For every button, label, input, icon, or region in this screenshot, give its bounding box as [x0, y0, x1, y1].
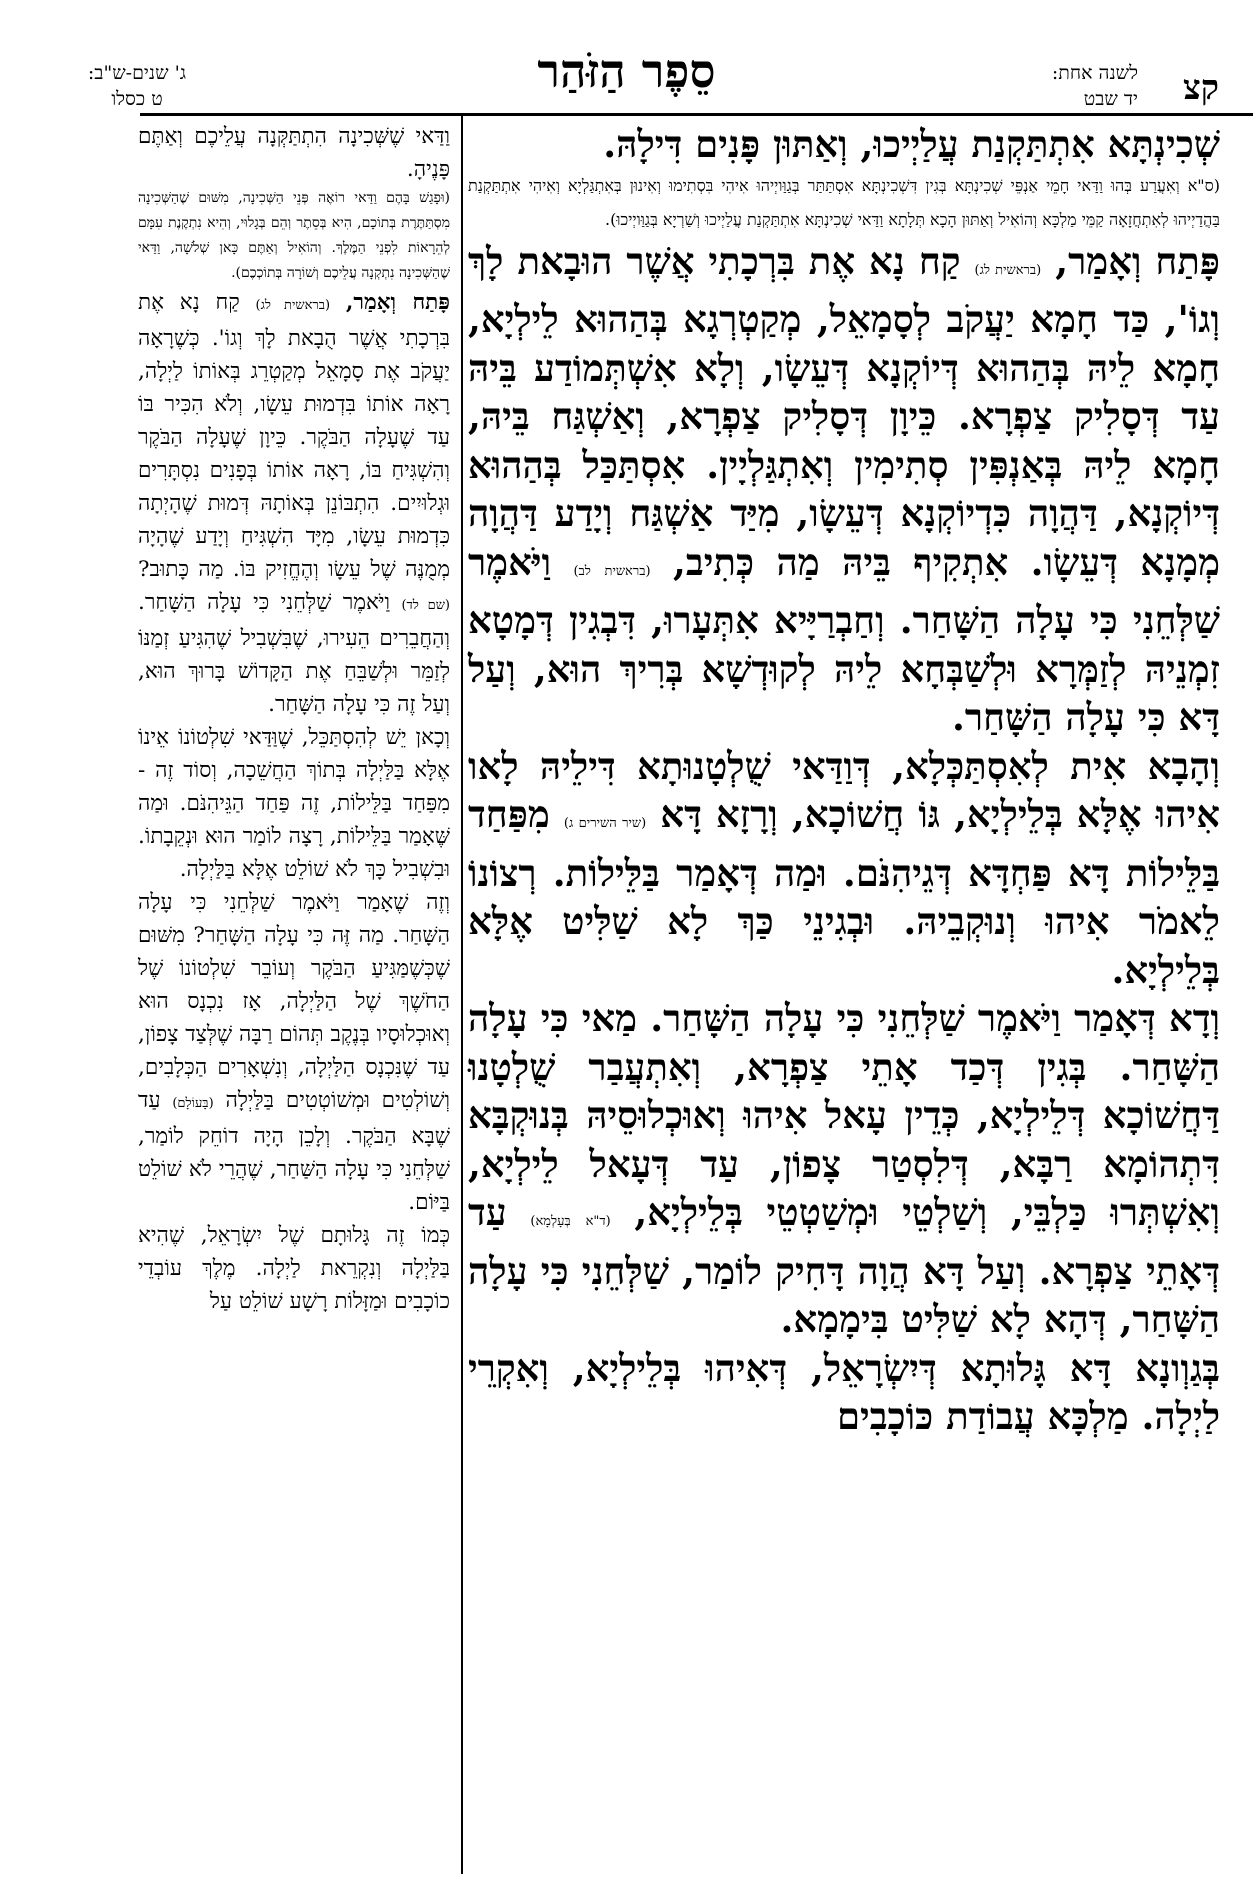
side-variant-ref: (בָּעוֹלָם)	[172, 1096, 214, 1111]
side-paragraph-3: וְכָאן יֵשׁ לְהִסְתַּכֵּל, שֶׁוַּדַּאי שִׁלְטוֹנוֹ אֵינוֹ אֶלָּא בַּלַּיְלָה בְּתוֹךְ הַחֲשֵׁכָה, וְסוֹד זֶה - מִפַּחַד בַּלֵּילוֹת, זֶה פַּחַד הַגֵּיהִנֹּם. וּמַה שֶּׁאָמַר בַּלֵּילוֹת, רָצָה לוֹמַר הוּא וּנְקֵבָתוֹ. וּבִשְׁבִיל כָּךְ לֹא שׁוֹלֵט אֶלָּא בַּלַּיְלָה.	[138, 725, 450, 882]
header-right-bottom: יד שבט	[1083, 88, 1138, 110]
main-text: וְדָא דְּאָמַר וַיֹּאמֶר שַׁלְּחֵנִי כִּי עָלָה הַשָּׁחַר. מַאי כִּי עָלָה הַשָּׁחַר. בְּגִין דְּכַד אָתֵי צַפְרָא, וְאִתְעֲבַר שֻׁלְטָנוּ דַּחֲשׁוֹכָא דְּלֵילְיָא, כְּדֵין עָאל אִיהוּ וְאוּכְלוּסֵיהּ בְּנוּקְבָּא דִּתְהוֹמָא רַבָּא, דְּלִסְטַר צָפוֹן, עַד דְּעָאל לֵילְיָא, וְאִשְׁתְּרוּ כַּלְבֵּי, וְשַׁלְטֵי וּמְשַׁטְטֵי בְּלֵילְיָא,	[468, 996, 1220, 1234]
header-left-top: ג' שנים-ש"ב:	[87, 62, 187, 84]
main-text: מִפַּחַד בַּלֵּילוֹת דָּא פַּחְדָּא דְּגֵיהִנֹּם. וּמַה דְּאָמַר בַּלֵּילוֹת. רְצוֹנוֹ לֵאמֹר אִיהוּ וְנוּקְבֵיהּ. וּבְגִינֵי כַּךְ לָא שַׁלִּיט אֶלָּא בְּלֵילְיָא.	[468, 792, 1220, 992]
side-paragraph-4	[138, 886, 450, 1219]
main-source-ref: (שיר השירים ג)	[563, 816, 647, 831]
side-source-ref: (בראשית לג)	[255, 298, 331, 313]
page-number: קצ	[1182, 68, 1219, 108]
side-opening-words: פָּתַח וְאָמַר,	[345, 290, 450, 315]
side-paragraph-5: כְּמוֹ זֶה גָּלוּתָם שֶׁל יִשְׂרָאֵל, שֶׁהִיא בַּלַּיְלָה וְנִקְרֵאת לַיְלָה. מֶלֶךְ עוֹבְדֵי כוֹכָבִים וּמַזָּלוֹת רָשָׁע שׁוֹלֵט עַל	[138, 1223, 450, 1314]
column-divider	[461, 116, 463, 1874]
main-source-ref: (בראשית לג)	[974, 262, 1042, 278]
main-paragraph-2	[468, 237, 1220, 742]
header-left-bottom: ט כסלו	[111, 88, 163, 110]
side-paragraph-1: וַדַּאי שֶׁשְּׁכִינָה הִתְתַּקְּנָה עֲלֵיכֶם וְאַתֶּם פָּנֶיהָ.	[138, 124, 450, 182]
main-variant-note: (ס"א וְאִעֲרַע בְּהוּ וַדַּאי חָמֵי אַנְפֵּי שְׁכִינְתָּא בְּגִין דִּשְׁכִינְתָּא אִסְתַּתַּר בְּגַוַּויְיהוּ אִיהִי בִּסְתִימוּ וְאִינוּן בְּאִתְגַּלְיָא וְאִיהִי אִתְתַּקְנַת בַּהֲדַיְיהוּ לְאִתְחֲזָאָה קַמֵּי מַלְכָּא וְהוֹאִיל וְאַתּוּן הָכָא תְּלָתָא וַדַּאי שְׁכִינְתָּא אִתְתַּקְנַת עֲלַיְיכוּ וְשַׁרְיָא בְּגַוַּויְיכוּ).	[468, 175, 1220, 229]
side-text: עַד שֶׁבָּא הַבֹּקֶר. וְלָכֵן הָיָה דוֹחֵק לוֹמַר, שַׁלְּחֵנִי כִּי עָלָה הַשַּׁחַר, שֶׁהֲרֵי לֹא שׁוֹלֵט בַּיּוֹם.	[138, 1088, 450, 1215]
main-variant-ref: (ד"א בְּעָלְמָא)	[530, 1214, 611, 1229]
main-text: וְהָבָא אִית לְאִסְתַּכְּלָא, דְּוַדַּאי שֻׁלְטָנוּתָא דִּילֵיהּ לָאו אִיהוּ אֶלָּא בְּלֵילְיָא, גּוֹ חֲשׁוֹכָא, וְרָזָא דָּא	[468, 743, 1220, 836]
side-text: קַח נָא אֶת בִּרְכָתִי אֲשֶׁר הֻבָאת לָךְ וְגוֹ'. כְּשֶׁרָאָה יַעֲקֹב אֶת סָמָאֵל מְקַטְרֵג בְּאוֹתוֹ לַיְלָה, רָאָה אוֹתוֹ בִּדְמוּת עֵשָׂו, וְלֹא הִכִּיר בּוֹ עַד שֶׁעָלָה הַבֹּקֶר. כֵּיוָן שֶׁעָלָה הַבֹּקֶר וְהִשְׁגִּיחַ בּוֹ, רָאָה אוֹתוֹ בְּפָנִים נִסְתָּרִים וּגְלוּיִים. הִתְבּוֹנֵן בְּאוֹתָהּ דְּמוּת שֶׁהָיְתָה כִּדְמוּת עֵשָׂו, מִיָּד הִשְׁגִּיחַ וְיָדַע שֶׁהָיָה מְמֻנֶּה שֶׁל עֵשָׂו וְהֶחֱזִיק בּוֹ. מַה כָּתוּב?	[138, 290, 450, 582]
main-text: עַד דְּאָתֵי צַפְרָא. וְעַל דָּא הֲוָה דָּחִיק לוֹמַר, שַׁלְּחֵנִי כִּי עָלָה הַשָּׁחַר, דְּהָא לָא שַׁלִּיט בִּימָמָא.	[468, 1190, 1220, 1341]
side-paragraph-2	[138, 286, 450, 721]
header-rule	[140, 113, 1253, 116]
page-header	[0, 0, 1253, 112]
main-text: וַיֹּאמֶר שַׁלְּחֵנִי כִּי עָלָה הַשָּׁחַר. וְחַבְרַיָּיא אִתְּעָרוּ, דִּבְגִין דְּמָטָא זִמְנֵיהּ לְזַמְּרָא וּלְשַׁבְּחָא לֵיהּ לְקוּדְשָׁא בְּרִיךְ הוּא, וְעַל דָּא כִּי עָלָה הַשָּׁחַר.	[468, 539, 1220, 739]
main-paragraph-4	[468, 994, 1220, 1344]
side-text: וְזֶה שֶׁאָמַר וַיֹּאמֶר שַׁלְּחֵנִי כִּי עָלָה הַשָּׁחַר. מַה זֶּה כִּי עָלָה הַשָּׁחַר? מִשּׁוּם שֶׁכְּשֶׁמַּגִּיעַ הַבֹּקֶר וְעוֹבֵר שִׁלְטוֹנוֹ שֶׁל הַחֹשֶׁךְ שֶׁל הַלַּיְלָה, אָז נִכְנָס הוּא וְאוּכְלוּסָיו בְּנֶקֶב תְּהוֹם רַבָּה שֶׁלְּצַד צָפוֹן, עַד שֶׁנִּכְנָס הַלַּיְלָה, וְנִשְׁאָרִים הַכְּלָבִים, וְשׁוֹלְטִים וּמְשׁוֹטְטִים בַּלַּיְלָה	[138, 890, 450, 1113]
main-paragraph-5: בְּגַוְונָא דָּא גָּלוּתָא דְּיִשְׂרָאֵל, דְּאִיהוּ בְּלֵילְיָא, וְאִקְרֵי לַיְלָה. מַלְכָּא עֲבוֹדַת כּוֹכָבִים	[468, 1345, 1220, 1438]
main-paragraph-3	[468, 742, 1220, 995]
main-source-ref: (בראשית לב)	[573, 563, 651, 579]
side-source-ref: (שם לד)	[401, 598, 450, 613]
side-text: וַיֹּאמֶר שַׁלְּחֵנִי כִּי עָלָה הַשָּׁחַר. וְהַחֲבֵרִים הֵעִירוּ, שֶׁבִּשְׁבִיל שֶׁהִגִּיעַ זְמַנּוֹ לְזַמֵּר וּלְשַׁבֵּחַ אֶת הַקָּדוֹשׁ בָּרוּךְ הוּא, וְעַל זֶה כִּי עָלָה הַשָּׁחַר.	[138, 590, 450, 717]
header-schedule-three-years	[22, 60, 252, 112]
header-right-top: לשנה אחת:	[1051, 62, 1138, 84]
main-text: קַח נָא אֶת בִּרְכָתִי אֲשֶׁר הוּבָאת לָךְ וְגוֹ', כַּד חָמָא יַעֲקֹב לְסָמָאֵל, מְקַטְרְגָא בְּהַהוּא לֵילְיָא, חָמָא לֵיהּ בְּהַהוּא דְּיוֹקְנָא דְּעֵשָׂו, וְלָא אִשְׁתְּמוֹדַע בֵּיהּ עַד דְּסָלִיק צַפְרָא. כֵּיוָן דְּסָלִיק צַפְרָא, וְאַשְׁגַּח בֵּיהּ, חָמָא לֵיהּ בְּאַנְפִּין סְתִימִין וְאִתְגַּלְיָין. אִסְתַּכַּל בְּהַהוּא דְּיוֹקְנָא, דַּהֲוָה כִּדְיוֹקְנָא דְּעֵשָׂו, מִיַּד אַשְׁגַּח וְיָדַע דַּהֲוָה מְמָנָא דְּעֵשָׂו. אִתְקִיף בֵּיהּ מַה כְּתִיב,	[468, 238, 1220, 584]
side-note: (וּפָגַשׁ בָּהֶם וַדַּאי רוֹאֶה פְּנֵי הַשְּׁכִינָה, מִשּׁוּם שֶׁהַשְּׁכִינָה מִסְתַּתֶּרֶת בְּתוֹכָם, הִיא בְּסֵתֶר וְהֵם בְּגָלוּי, וְהִיא נִתְקֶנֶת עִמָּם לְהֵרָאוֹת לִפְנֵי הַמֶּלֶךְ. וְהוֹאִיל וְאַתֶּם כָּאן שְׁלֹשָׁה, וַדַּאי שֶׁהַשְּׁכִינָה נִתְקְנָה עֲלֵיכֶם וְשׁוֹרָה בְּתוֹכְכֶם).	[138, 190, 450, 281]
main-paragraph-1: שְׁכִינְתָּא אִתְתַּקְנַת עֲלַיְיכוּ, וְאַתּוּן פָּנִים דִּילָהּ.	[603, 122, 1220, 166]
main-opening-words: פָּתַח וְאָמַר,	[1055, 238, 1220, 283]
main-column	[468, 120, 1220, 1441]
translation-column	[138, 120, 450, 1318]
book-title: סֵפֶר הַזֹּהַר	[537, 44, 716, 98]
